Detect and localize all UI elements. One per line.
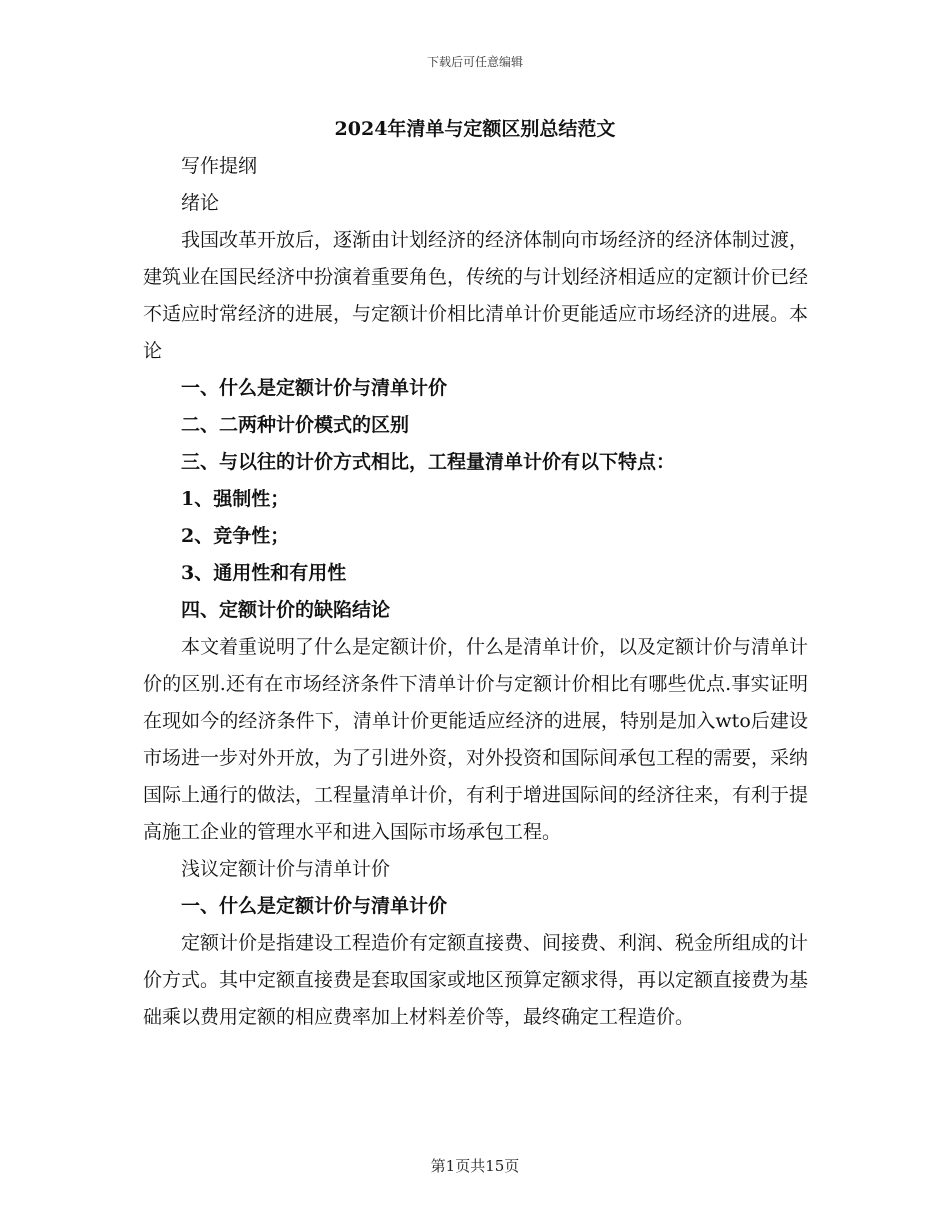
outline-item-2: 二、二两种计价模式的区别 — [181, 414, 410, 436]
outline-item-3: 三、与以往的计价方式相比，工程量清单计价有以下特点： — [181, 451, 676, 473]
document-title: 2024年清单与定额区别总结范文 — [334, 118, 616, 140]
feature-item-3: 3、通用性和有用性 — [181, 562, 347, 584]
intro-paragraph: 我国改革开放后，逐渐由计划经济的经济体制向市场经济的经济体制过渡，建筑业在国民经济中扮演着重要角色，传统的与计划经济相适应的定额计价已经不适应时常经济的进展，与定额计价相比清单计价更能适应市场经济的进展。本论 — [143, 229, 809, 362]
outline-heading: 写作提纲 — [181, 155, 258, 177]
outline-item-4: 四、定额计价的缺陷结论 — [181, 599, 391, 621]
conclusion-paragraph: 本文着重说明了什么是定额计价，什么是清单计价，以及定额计价与清单计价的区别.还有在市场经济条件下清单计价与定额计价相比有哪些优点.事实证明在现如今的经济条件下，清单计价更能适应经济的进展，特别是加入wto后建设市场进一步对外开放，为了引进外资，对外投资和国际间承包工程的需要，采纳国际上通行的做法，工程量清单计价，有利于增进国际间的经济往来，有利于提高施工企业的管理水平和进入国际市场承包工程。 — [143, 636, 809, 843]
page-footer: 第1页共15页 — [430, 1157, 520, 1175]
outline-item-1: 一、什么是定额计价与清单计价 — [181, 377, 448, 399]
section-subtitle: 浅议定额计价与清单计价 — [181, 858, 391, 880]
section-heading-1: 一、什么是定额计价与清单计价 — [181, 895, 448, 917]
page-header: 下载后可任意编辑 — [426, 55, 523, 69]
feature-item-2: 2、竞争性； — [181, 525, 290, 547]
definition-paragraph: 定额计价是指建设工程造价有定额直接费、间接费、利润、税金所组成的计价方式。其中定额直接费是套取国家或地区预算定额求得，再以定额直接费为基础乘以费用定额的相应费率加上材料差价等，最终确定工程造价。 — [143, 932, 809, 1028]
introduction-heading: 绪论 — [181, 192, 220, 214]
document-body — [143, 148, 808, 1036]
feature-item-1: 1、强制性； — [181, 488, 290, 510]
